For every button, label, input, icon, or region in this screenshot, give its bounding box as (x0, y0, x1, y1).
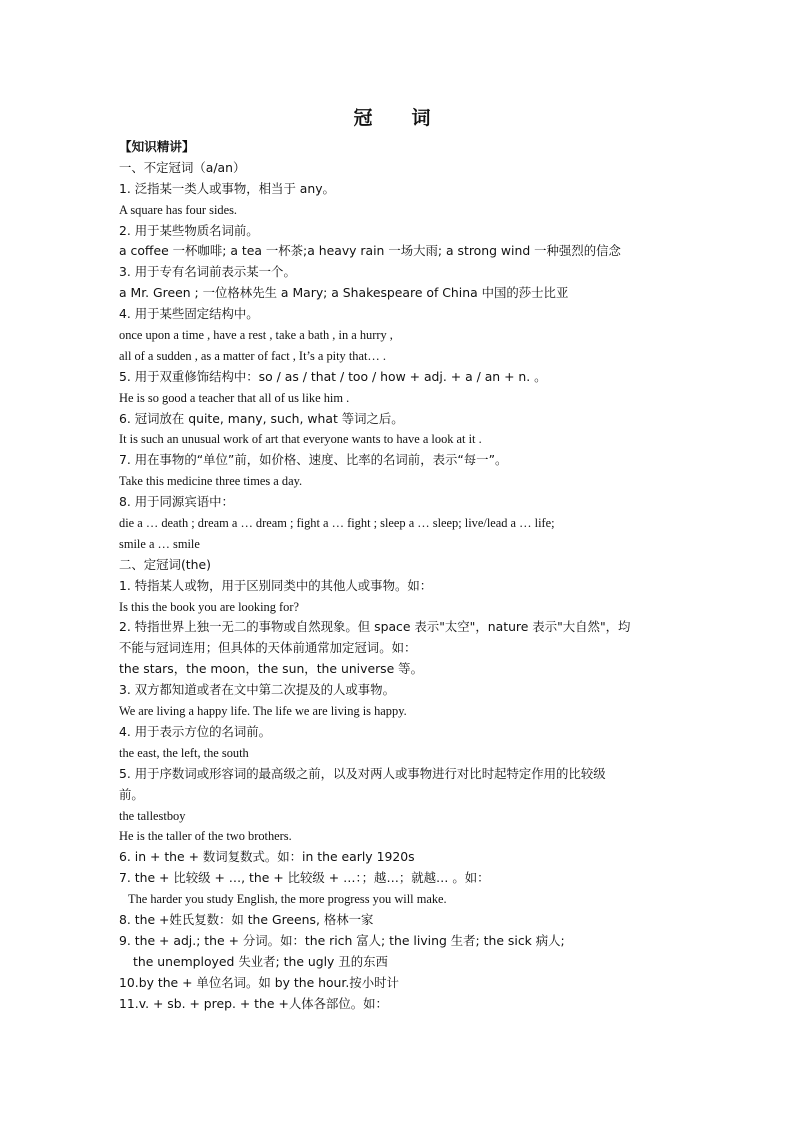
text-line: 4. 用于某些固定结构中。 (119, 306, 259, 322)
text-line: smile a … smile (119, 536, 200, 551)
text-line: 9. the + adj.; the + 分词。如：the rich 富人; the living 生者; the sick 病人; (119, 932, 565, 948)
text-line: 7. 用在事物的“单位”前，如价格、速度、比率的名词前，表示“每一”。 (119, 452, 508, 468)
text-line: He is so good a teacher that all of us like him . (119, 390, 350, 405)
text-line: It is such an unusual work of art that everyone wants to have a look at it . (119, 432, 482, 447)
text-line: 前。 (119, 786, 144, 802)
text-line: 3. 双方都知道或者在文中第二次提及的人或事物。 (119, 682, 395, 698)
page-title: 冠 词 (353, 107, 441, 129)
text-line: 一、不定冠词（a/an） (119, 159, 246, 175)
text-line: the tallestboy (119, 808, 186, 823)
text-line: 6. in + the + 数词复数式。如：in the early 1920s (119, 849, 415, 865)
text-line: 二、定冠词(the) (119, 556, 211, 572)
document-body (119, 137, 679, 1014)
text-line: 1. 泛指某一类人或事物，相当于 any。 (119, 180, 335, 196)
text-line: 3. 用于专有名词前表示某一个。 (119, 264, 296, 280)
text-line: 8. the +姓氏复数：如 the Greens, 格林一家 (119, 911, 374, 927)
text-line: A square has four sides. (119, 202, 238, 217)
text-line: 11.v. + sb. + prep. + the +人体各部位。如： (119, 995, 388, 1011)
text-line: 8. 用于同源宾语中： (119, 494, 234, 510)
text-line: 5. 用于序数词或形容词的最高级之前，以及对两人或事物进行对比时起特定作用的比较级 (119, 765, 606, 781)
text-line: die a … death ; dream a … dream ; fight a … fight ; sleep a … sleep; live/lead a … life; (119, 516, 555, 531)
text-line: 1. 特指某人或物，用于区别同类中的其他人或事物。如： (119, 577, 433, 593)
text-line: a Mr. Green ; 一位格林先生 a Mary; a Shakespeare of China 中国的莎士比亚 (119, 285, 569, 301)
text-line: a coffee 一杯咖啡; a tea 一杯茶;a heavy rain 一场大雨; a strong wind 一种强烈的信念 (119, 243, 621, 259)
text-line: 6. 冠词放在 quite, many, such, what 等词之后。 (119, 410, 404, 426)
text-line: the unemployed 失业者; the ugly 丑的东西 (133, 953, 388, 969)
text-line: the stars，the moon，the sun，the universe 等。 (119, 661, 423, 677)
text-line: 7. the + 比较级 + …, the + 比较级 + …：；越…；就越… 。如： (119, 870, 490, 886)
text-line: all of a sudden , as a matter of fact , It’s a pity that… . (119, 348, 387, 363)
text-line: Is this the book you are looking for? (119, 599, 299, 614)
text-line: We are living a happy life. The life we are living is happy. (119, 704, 407, 719)
text-line: The harder you study English, the more progress you will make. (128, 892, 447, 907)
text-line: 2. 用于某些物质名词前。 (119, 222, 259, 238)
text-line: the east, the left, the south (119, 745, 249, 760)
text-line: 5. 用于双重修饰结构中：so / as / that / too / how + adj. + a / an + n. 。 (119, 368, 547, 384)
text-line: 10.by the + 单位名词。如 by the hour.按小时计 (119, 974, 399, 990)
text-line: 不能与冠词连用；但具体的天体前通常加定冠词。如： (119, 640, 417, 656)
text-line: 4. 用于表示方位的名词前。 (119, 723, 272, 739)
text-line: 2. 特指世界上独一无二的事物或自然现象。但 space 表示"太空"，nature 表示"大自然"，均 (119, 619, 631, 635)
text-line: once upon a time , have a rest , take a bath , in a hurry , (119, 328, 393, 343)
text-line: He is the taller of the two brothers. (119, 829, 292, 844)
section-heading: 【知识精讲】 (119, 139, 195, 154)
text-line: Take this medicine three times a day. (119, 474, 303, 489)
